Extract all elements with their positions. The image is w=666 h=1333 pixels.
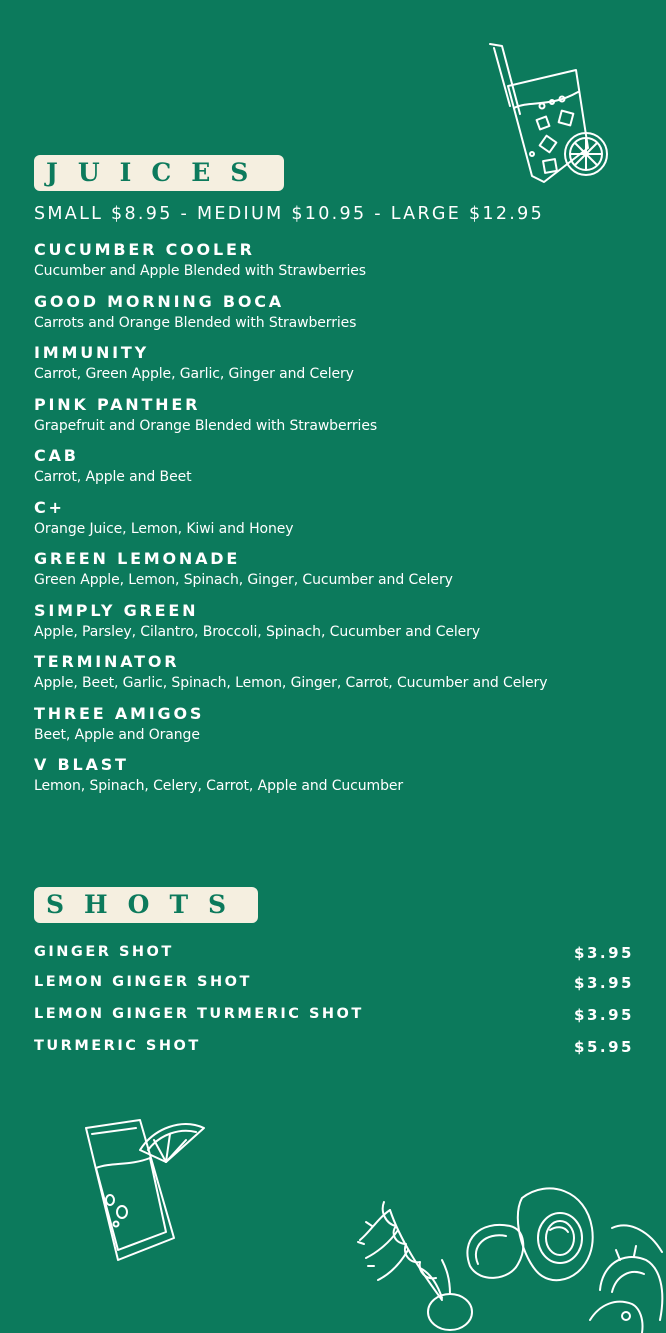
juices-heading: JUICES [34,155,284,191]
juice-name: THREE AMIGOS [34,703,205,723]
shot-price: $3.95 [574,944,634,962]
shot-name: GINGER SHOT [34,944,174,960]
juice-item-green-lemonade [34,549,654,601]
juice-description: Apple, Parsley, Cilantro, Broccoli, Spinach, Cucumber and Celery [34,623,481,640]
juice-list [34,240,654,807]
shots-heading: SHOTS [34,887,258,923]
juice-name: V BLAST [34,755,129,774]
juice-name: CUCUMBER COOLER [34,240,255,259]
juice-item-c-plus [34,498,654,550]
shot-item-lemon-ginger [34,974,634,996]
juice-description: Apple, Beet, Garlic, Spinach, Lemon, Ginger, Carrot, Cucumber and Celery [34,675,548,691]
shot-name: LEMON GINGER SHOT [34,974,252,990]
shot-price: $3.95 [574,1006,634,1024]
shot-glass-lime-icon [70,1110,220,1270]
juice-name: C+ [34,497,65,517]
juice-item-good-morning-boca [34,292,654,344]
juice-size-prices: SMALL $8.95 - MEDIUM $10.95 - LARGE $12.95 [34,204,545,224]
juice-item-cab [34,446,654,498]
vegetables-illustration [350,1180,666,1333]
shot-price: $3.95 [574,974,634,992]
juice-description: Green Apple, Lemon, Spinach, Ginger, Cucumber and Celery [34,572,453,588]
juice-description: Cucumber and Apple Blended with Strawberries [34,263,366,279]
juice-name: TERMINATOR [34,652,180,671]
juice-item-simply-green [34,601,654,653]
juice-description: Beet, Apple and Orange [34,726,200,743]
juice-name: CAB [34,446,79,465]
juice-name: SIMPLY GREEN [34,600,199,620]
juice-item-three-amigos [34,704,654,756]
juice-item-terminator [34,652,654,704]
juice-description: Carrot, Green Apple, Garlic, Ginger and Celery [34,366,354,382]
shot-name: LEMON GINGER TURMERIC SHOT [34,1006,364,1022]
juice-name: PINK PANTHER [34,394,201,414]
shot-item-lemon-ginger-turmeric [34,1006,634,1028]
juice-item-v-blast [34,755,654,807]
juice-item-cucumber-cooler [34,240,654,292]
juice-item-immunity [34,343,654,395]
juice-description: Carrot, Apple and Beet [34,469,192,485]
juice-name: GOOD MORNING BOCA [34,291,284,311]
juice-description: Orange Juice, Lemon, Kiwi and Honey [34,520,294,537]
juice-name: IMMUNITY [34,343,150,362]
shot-item-turmeric [34,1038,634,1060]
juice-name: GREEN LEMONADE [34,549,241,568]
juice-description: Grapefruit and Orange Blended with Strawberries [34,417,378,434]
juice-item-pink-panther [34,395,654,447]
juice-description: Carrots and Orange Blended with Strawberries [34,314,357,331]
juice-glass-straw-icon [480,36,620,186]
juice-description: Lemon, Spinach, Celery, Carrot, Apple and Cucumber [34,778,404,794]
shot-price: $5.95 [574,1038,634,1056]
shot-name: TURMERIC SHOT [34,1038,201,1054]
shot-item-ginger [34,944,634,966]
